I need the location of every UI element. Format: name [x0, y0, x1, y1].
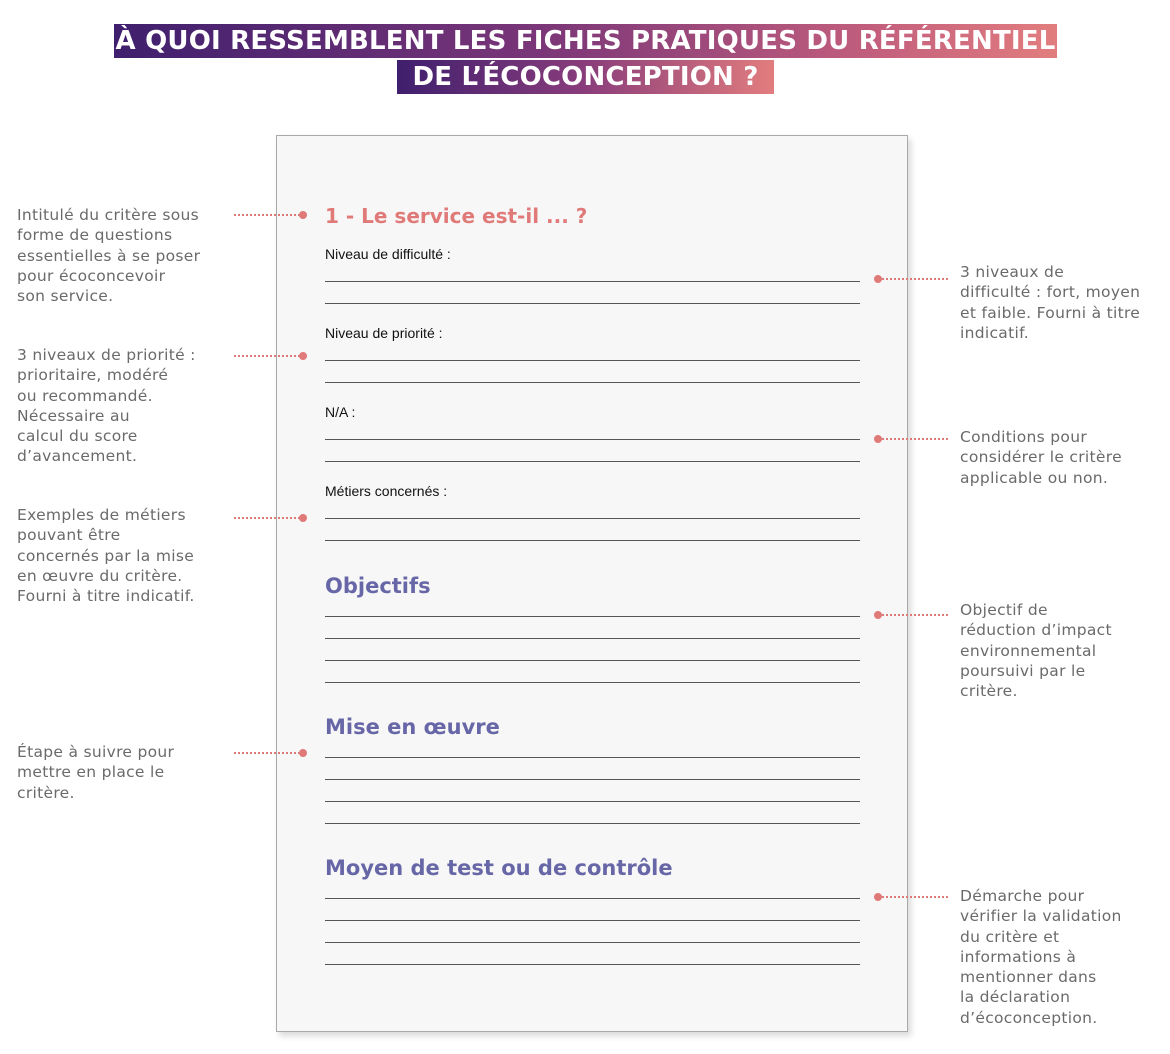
answer-line: [325, 660, 860, 661]
annotation-jobs: Exemples de métiers pouvant être concernés par la mise en œuvre du critère. Fourni à titre indicatif.: [17, 506, 195, 606]
annotation-test: Démarche pour vérifier la validation du critère et informations à mentionner dans la déclaration d’écoconception.: [960, 887, 1122, 1027]
answer-line: [325, 303, 860, 304]
practical-sheet: [276, 135, 908, 1032]
connector-dot: [299, 352, 307, 360]
connector-objectives: [878, 614, 948, 616]
answer-line: [325, 382, 860, 383]
criterion-title: 1 - Le service est-il ... ?: [325, 204, 588, 228]
annotation-priority: 3 niveaux de priorité : prioritaire, modéré ou recommandé. Nécessaire au calcul du score d’avancement.: [17, 346, 196, 466]
connector-dot: [299, 211, 307, 219]
answer-line: [325, 823, 860, 824]
answer-line: [325, 682, 860, 683]
answer-line: [325, 540, 860, 541]
annotation-criterion: Intitulé du critère sous forme de questions essentielles à se poser pour écoconcevoir son service.: [17, 206, 201, 306]
answer-line: [325, 518, 860, 519]
connector-test: [878, 896, 948, 898]
section-heading-test: Moyen de test ou de contrôle: [325, 856, 673, 880]
field-label-difficulty: Niveau de difficulté :: [325, 246, 451, 262]
annotation-na: Conditions pour considérer le critère applicable ou non.: [960, 428, 1122, 487]
section-heading-implementation: Mise en œuvre: [325, 715, 500, 739]
section-heading-objectives: Objectifs: [325, 574, 431, 598]
connector-na: [878, 438, 948, 440]
answer-line: [325, 281, 860, 282]
annotation-objectives: Objectif de réduction d’impact environnemental poursuivi par le critère.: [960, 601, 1112, 701]
answer-line: [325, 360, 860, 361]
answer-line: [325, 801, 860, 802]
answer-line: [325, 757, 860, 758]
connector-priority: [234, 355, 304, 357]
connector-jobs: [234, 517, 304, 519]
connector-criterion: [234, 214, 304, 216]
answer-line: [325, 964, 860, 965]
annotation-difficulty: 3 niveaux de difficulté : fort, moyen et faible. Fourni à titre indicatif.: [960, 263, 1141, 342]
answer-line: [325, 942, 860, 943]
answer-line: [325, 616, 860, 617]
title-line-2: DE L’ÉCOCONCEPTION ?: [397, 60, 774, 94]
connector-difficulty: [878, 278, 948, 280]
annotation-implementation: Étape à suivre pour mettre en place le critère.: [17, 743, 175, 802]
connector-dot: [299, 749, 307, 757]
answer-line: [325, 898, 860, 899]
field-label-na: N/A :: [325, 404, 356, 420]
answer-line: [325, 638, 860, 639]
answer-line: [325, 439, 860, 440]
field-label-jobs: Métiers concernés :: [325, 483, 448, 499]
title-line-1: À QUOI RESSEMBLENT LES FICHES PRATIQUES DU RÉFÉRENTIEL: [115, 26, 1056, 56]
connector-dot: [299, 514, 307, 522]
answer-line: [325, 461, 860, 462]
answer-line: [325, 920, 860, 921]
answer-line: [325, 779, 860, 780]
field-label-priority: Niveau de priorité :: [325, 325, 443, 341]
connector-implementation: [234, 752, 304, 754]
